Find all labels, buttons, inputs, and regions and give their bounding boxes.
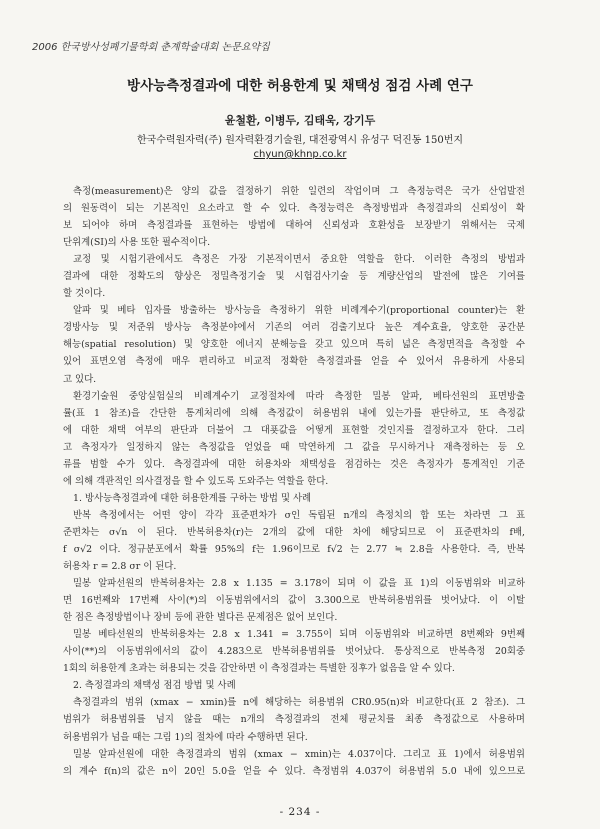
body-line: 밀봉 베타선원의 반복허용차는 2.8 x 1.341 = 3.755이 되며 이동범위와 비교하면 8번째와 9번째 [73,629,525,641]
body-line: 범위가 허용범위를 넘지 않을 때는 n개의 측정결과의 전체 평균치를 최종 측정값으로 사용하며 [63,714,525,726]
page-number: - 234 - [279,806,321,818]
body-line: 알파 및 베타 입자를 방출하는 방사능을 측정하기 위한 비례계수기(proportional counter)는 환 [73,305,525,317]
body-line: 1. 방사능측정결과에 대한 허용한계를 구하는 방법 및 사례 [73,492,312,504]
body-line: 경방사능 및 저준위 방사능 측정분야에서 기존의 여러 검출기보다 높은 계수효율, 양호한 공간분 [63,322,525,334]
body-line: 측정결과의 범위 (xmax − xmin)를 n에 해당하는 허용범위 CR0.95(n)와 비교한다(표 2 참조). 그 [73,697,525,709]
body-line: 준편차는 σ√n 이 된다. 반복허용차(r)는 2개의 값에 대한 차에 해당되므로 이 표준편차의 f배, [63,526,525,538]
body-line: 1회의 허용한계 초과는 허용되는 것을 감안하면 이 측정결과는 특별한 징후가 없음을 알 수 있다. [63,663,455,675]
body-line: 허용범위가 넘을 때는 그림 1)의 절차에 따라 수행하면 된다. [63,731,308,743]
body-line: 교정 및 시험기관에서도 측정은 가장 기본적이면서 중요한 역할을 한다. 이러한 측정의 방법과 [73,254,525,266]
body-line: 류를 범할 수가 있다. 측정결과에 대한 허용차와 채택성을 점검하는 것은 측정자가 통계적인 기준 [63,458,525,470]
conference-header: 2006 한국방사성폐기물학회 춘계학술대회 논문요약집 [32,42,270,53]
body-line: 해능(spatial resolution) 및 양호한 에너지 분해능을 갖고 있으며 특히 넓은 측정면적을 측정할 수 [63,339,525,351]
body-line: 면 16번째와 17번째 사이(*)의 이동범위에서의 값이 3.300으로 반복허용범위를 벗어났다. 이 이탈 [63,595,525,607]
body-line: 있어 표면오염 측정에 매우 편리하고 비교적 정확한 측정결과를 얻을 수 있어서 유용하게 사용되 [63,356,525,368]
paper-email-line [0,149,600,160]
paper-affiliation: 한국수력원자력(주) 원자력환경기술원, 대전광역시 유성구 덕진동 150번지 [136,135,464,146]
body-line: 단위계(SI)의 사용 또한 필수적이다. [63,237,211,249]
paper-body [63,183,525,780]
body-line: 사이(**)의 이동범위에서의 값이 4.283으로 반복허용범위를 벗어났다. 통상적으로 반복측정 20회중 [63,646,525,658]
body-line: 측정(measurement)은 양의 값을 결정하기 위한 일련의 작업이며 그 측정능력은 국가 산업발전 [73,186,525,197]
body-line: 환경기술원 중앙실험실의 비례계수기 교정절차에 따라 측정한 밀봉 알파, 베타선원의 표면방출 [73,390,525,402]
body-line: 고 측정자가 일정하지 않는 측정값을 얻었을 때 막연하게 그 값을 무시하거나 재측정하는 등 오 [63,441,525,453]
body-line: 에 대한 채택 여부의 판단과 더불어 그 대푯값을 어떻게 표현할 것인지를 결정하고자 한다. 그리 [63,424,525,436]
body-line: 의 원동력이 되는 기본적인 요소라고 할 수 있다. 측정능력은 측정방법과 측정결과의 신뢰성이 확 [63,203,525,215]
body-line: 의 계수 f(n)의 값은 n이 20인 5.0을 얻을 수 있다. 측정범위 4.037이 허용범위 5.0 내에 있으므로 [63,765,525,777]
body-line: 률(표 1 참조)을 간단한 통계처리에 의해 측정값이 허용범위 내에 있는가를 판단하고, 또 측정값 [63,407,525,419]
body-line: 2. 측정결과의 채택성 점검 방법 및 사례 [73,680,236,692]
author-email[interactable]: chyun@khnp.co.kr [253,149,347,160]
body-line: 밀봉 알파선원의 반복허용차는 2.8 x 1.135 = 3.178이 되며 이 값을 표 1)의 이동범위와 비교하 [73,578,525,590]
paper-title: 방사능측정결과에 대한 허용한계 및 채택성 점검 사례 연구 [127,78,473,94]
body-line: 밀봉 알파선원에 대한 측정결과의 범위 (xmax − xmin)는 4.037이다. 그리고 표 1)에서 허용범위 [73,748,525,760]
body-line: 에 의해 객관적인 의사결정을 할 수 있도록 도와주는 역할을 한다. [63,475,329,487]
body-line: 허용차 r = 2.8 σr 이 된다. [63,561,177,573]
body-line: 반복 측정에서는 어떤 양이 각각 표준편차가 σ인 독립된 n개의 측정치의 합 또는 차라면 그 표 [73,509,525,521]
body-line: 보 되어야 하며 측정결과를 표현하는 방법에 대하여 신뢰성과 호환성을 보장받기 위해서는 국제 [63,220,525,232]
body-line: 한 점은 측정방법이나 장비 등에 관한 별다른 문제점은 없어 보인다. [63,612,338,624]
body-line: 할 것이다. [63,288,106,300]
body-line: 결과에 대한 정확도의 향상은 정밀측정기술 및 시험검사기술 등 계량산업의 발전에 많은 기여를 [63,271,525,283]
body-line: f σ√2 이다. 정규분포에서 확률 95%의 f는 1.96이므로 f√2 는 2.77 ≒ 2.8을 사용한다. 즉, 반복 [63,543,525,555]
paper-authors: 윤철환, 이병두, 김태욱, 강기두 [224,114,376,127]
body-line: 고 있다. [63,373,97,385]
